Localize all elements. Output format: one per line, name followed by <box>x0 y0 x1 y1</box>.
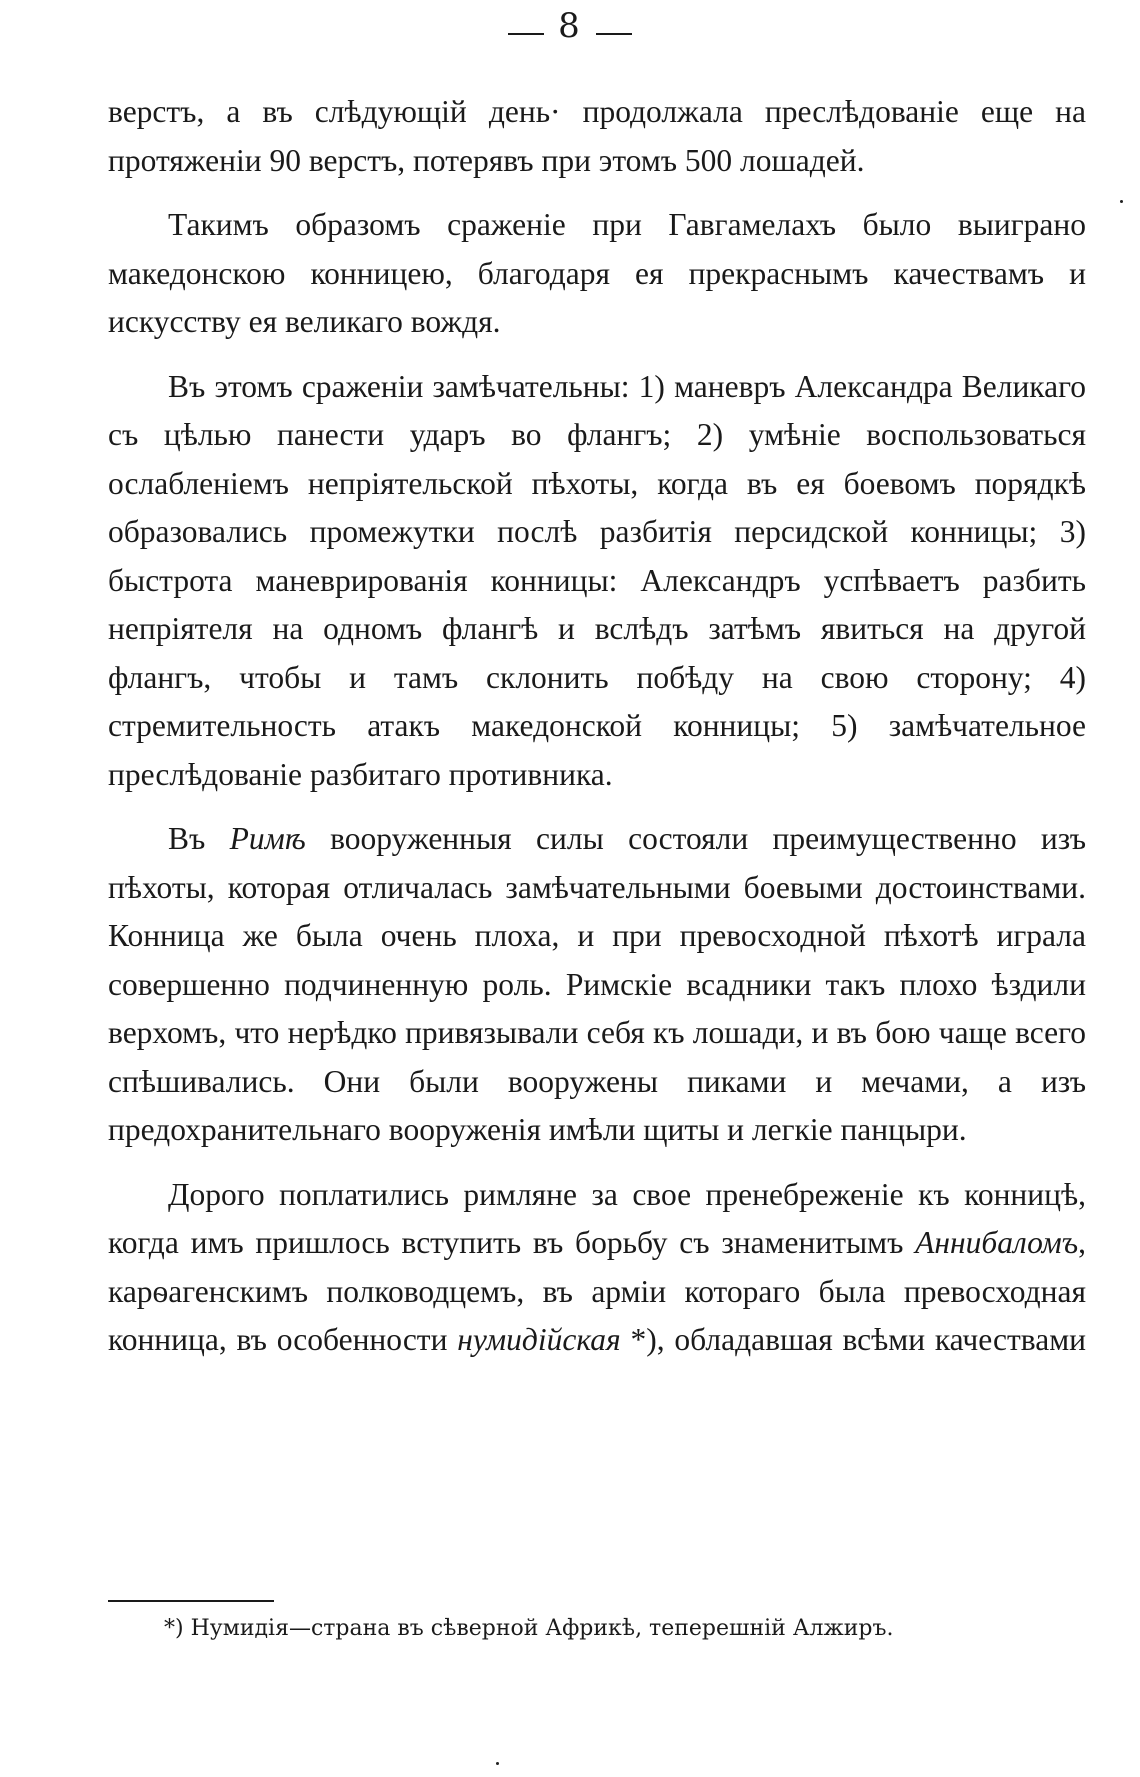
paragraph-4-italic-rome: Римѣ <box>229 821 306 856</box>
paragraph-4-start: Въ <box>168 821 230 856</box>
body-text <box>108 88 1086 1381</box>
paragraph-5-end: *), обладавшая всѣми качествами <box>620 1322 1086 1357</box>
paragraph-4 <box>108 815 1086 1155</box>
page-number <box>0 6 1140 46</box>
paragraph-5-middle: , карѳагенскимъ полководцемъ, въ арміи котораго была превосходная конница, въ особенности <box>108 1225 1086 1357</box>
footnote-separator <box>108 1600 274 1602</box>
footnote: *) Нумидія—страна въ сѣверной Африкѣ, теперешній Алжиръ. <box>164 1616 894 1641</box>
page-number-left-dash <box>508 33 544 35</box>
paragraph-1: верстъ, а въ слѣдующій день· продолжала преслѣдованіе еще на протяженіи 90 верстъ, потерявъ при этомъ 500 лошадей. <box>108 94 1086 178</box>
print-speck <box>496 1762 499 1765</box>
print-speck <box>1120 200 1123 203</box>
paragraph-5-start: Дорого поплатились римляне за свое пренебреженіе къ конницѣ, когда имъ пришлось вступить въ борьбу съ знаменитымъ <box>108 1176 1086 1260</box>
paragraph-5-italic-numidian: нумидійская <box>457 1322 621 1357</box>
paragraph-5 <box>108 1171 1086 1365</box>
paragraph-4-rest: вооруженныя силы состояли преимущественно изъ пѣхоты, которая отличалась замѣчательными боевыми достоинствами. Конница же была очень плоха, и при превосходной пѣхотѣ играла совершенно подчиненную роль. Римскіе всадники такъ плохо ѣздили верхомъ, что нерѣдко привязывали себя къ лошади, и въ бою чаще всего спѣшивались. Они были вооружены пиками и мечами, а изъ предохранительнаго вооруженія имѣли щиты и легкіе панцыри. <box>108 821 1086 1147</box>
page-number-right-dash <box>596 33 632 35</box>
page-number-value: 8 <box>558 6 582 46</box>
paragraph-3: Въ этомъ сраженіи замѣчательны: 1) маневръ Александра Великаго съ цѣлью панести ударъ во флангъ; 2) умѣніе воспользоваться ослабленіемъ непріятельской пѣхоты, когда въ ея боевомъ порядкѣ образовались промежутки послѣ разбитія персидской конницы; 3) быстрота маневрированія конницы: Александръ успѣваетъ разбить непріятеля на одномъ флангѣ и вслѣдъ затѣмъ явиться на другой флангъ, чтобы и тамъ склонить побѣду на свою сторону; 4) стремительность атакъ македонской конницы; 5) замѣчательное преслѣдованіе разбитаго противника. <box>108 368 1086 792</box>
paragraph-2: Такимъ образомъ сраженіе при Гавгамелахъ было выиграно македонскою конницею, благодаря ея прекраснымъ качествамъ и искусству ея великаго вождя. <box>108 207 1086 339</box>
paragraph-5-italic-hannibal: Аннибаломъ <box>915 1225 1079 1260</box>
